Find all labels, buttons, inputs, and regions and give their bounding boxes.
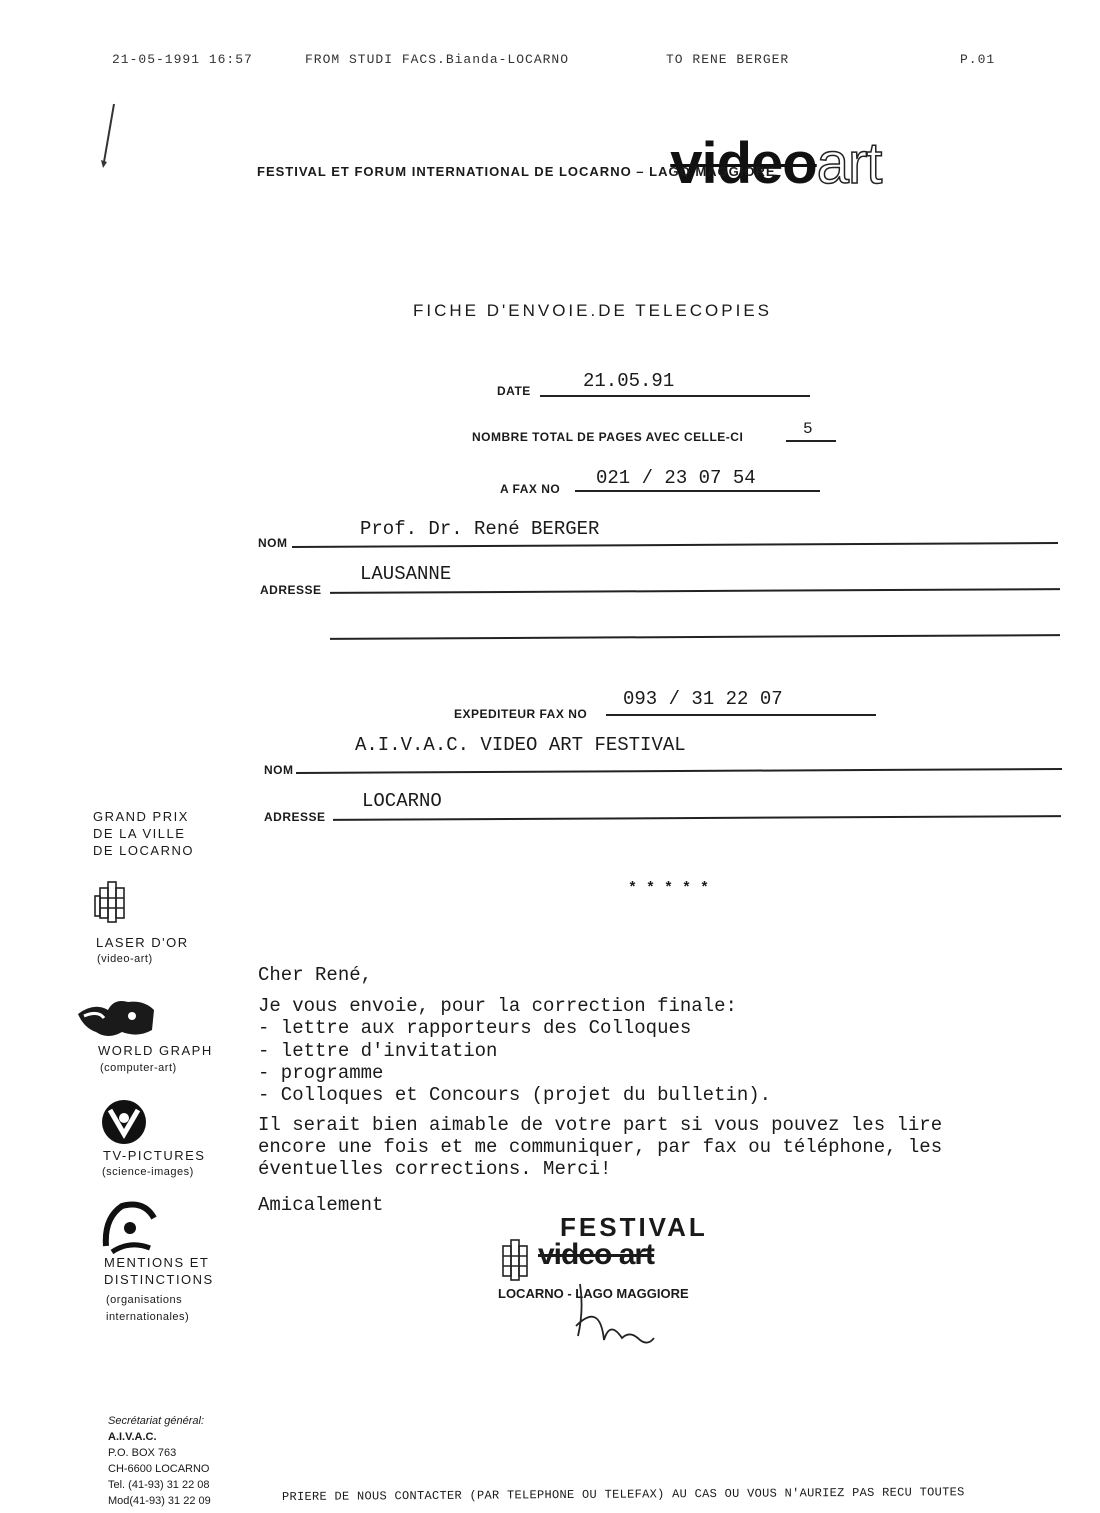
sender-address-value: LOCARNO bbox=[362, 790, 442, 812]
stamp-videoart: video art bbox=[538, 1238, 655, 1271]
pages-value: 5 bbox=[803, 420, 813, 438]
fax-label: A FAX NO bbox=[500, 482, 561, 496]
recipient-address-value: LAUSANNE bbox=[360, 563, 452, 585]
tv-pictures-sub: (science-images) bbox=[102, 1166, 194, 1178]
secretariat-block: Secrétariat général: A.I.V.A.C. P.O. BOX 763 CH-6600 LOCARNO Tel. (41-93) 31 22 08 Mod(41-93) 31 22 09 bbox=[108, 1415, 211, 1507]
stamp-trophy-icon bbox=[498, 1238, 532, 1284]
letter-item: - lettre d'invitation bbox=[258, 1040, 498, 1062]
fax-page: P.01 bbox=[960, 52, 996, 67]
mentions-block: MENTIONS ET DISTINCTIONS bbox=[104, 1255, 214, 1287]
letter-body-line: éventuelles corrections. Merci! bbox=[258, 1158, 612, 1180]
footer-note: PRIERE DE NOUS CONTACTER (PAR TELEPHONE OU TELEFAX) AU CAS OU VOUS N'AURIEZ PAS RECU TOUTES bbox=[281, 1485, 965, 1504]
world-graph-icon bbox=[74, 996, 160, 1042]
recipient-address-rule bbox=[330, 588, 1060, 594]
scuola-logo-icon bbox=[100, 1200, 160, 1256]
laser-trophy-icon bbox=[94, 880, 130, 926]
sender-fax-value: 093 / 31 22 07 bbox=[623, 688, 783, 710]
sender-name-value: A.I.V.A.C. VIDEO ART FESTIVAL bbox=[355, 734, 686, 756]
fax-from: FROM STUDI FACS.Bianda-LOCARNO bbox=[305, 52, 570, 67]
pages-label: NOMBRE TOTAL DE PAGES AVEC CELLE-CI bbox=[472, 430, 744, 444]
sender-address-rule bbox=[333, 815, 1061, 821]
sender-fax-label: EXPEDITEUR FAX NO bbox=[454, 707, 588, 721]
tv-pictures-label: TV-PICTURES bbox=[103, 1148, 206, 1163]
recipient-address-rule-2 bbox=[330, 634, 1060, 640]
fax-to: TO RENE BERGER bbox=[666, 52, 790, 67]
laser-sub: (video-art) bbox=[97, 953, 153, 965]
date-rule bbox=[540, 395, 810, 397]
letter-closing: Amicalement bbox=[258, 1194, 384, 1216]
letter-body-line: Il serait bien aimable de votre part si vous pouvez les lire bbox=[258, 1114, 943, 1136]
grand-prix-block: GRAND PRIX DE LA VILLE DE LOCARNO bbox=[93, 809, 194, 858]
letter-body-line: encore une fois et me communiquer, par fax ou téléphone, les bbox=[258, 1136, 943, 1158]
tv-pictures-icon bbox=[98, 1098, 150, 1146]
world-graph-sub: (computer-art) bbox=[100, 1062, 177, 1074]
letter-item: - programme bbox=[258, 1062, 384, 1084]
signature bbox=[570, 1280, 660, 1360]
sender-name-label: NOM bbox=[264, 763, 294, 777]
form-title: FICHE D'ENVOIE.DE TELECOPIES bbox=[413, 301, 772, 320]
fax-rule bbox=[575, 490, 820, 492]
recipient-name-value: Prof. Dr. René BERGER bbox=[360, 518, 600, 540]
recipient-address-label: ADRESSE bbox=[260, 583, 322, 597]
laser-label: LASER D'OR bbox=[96, 935, 189, 950]
recipient-name-rule bbox=[292, 542, 1058, 548]
fax-value: 021 / 23 07 54 bbox=[596, 467, 756, 489]
date-label: DATE bbox=[497, 384, 531, 398]
pages-rule bbox=[786, 440, 836, 442]
sender-fax-rule bbox=[606, 714, 876, 716]
letter-salutation: Cher René, bbox=[258, 964, 373, 986]
world-graph-label: WORLD GRAPH bbox=[98, 1043, 213, 1058]
separator-stars: * * * * * bbox=[628, 880, 710, 897]
letter-intro: Je vous envoie, pour la correction finale: bbox=[258, 995, 737, 1017]
stamp-location: LOCARNO - LAGO MAGGIORE bbox=[498, 1286, 689, 1301]
festival-title: FESTIVAL ET FORUM INTERNATIONAL DE LOCARNO – LAGO MAGGIORE bbox=[257, 164, 776, 179]
date-value: 21.05.91 bbox=[583, 370, 675, 392]
letter-item: - lettre aux rapporteurs des Colloques bbox=[258, 1017, 692, 1039]
mentions-sub: (organisations internationales) bbox=[106, 1294, 190, 1323]
sender-name-rule bbox=[296, 768, 1062, 774]
fax-datetime: 21-05-1991 16:57 bbox=[112, 52, 253, 67]
letter-item: - Colloques et Concours (projet du bulletin). bbox=[258, 1084, 772, 1106]
stamp-festival: FESTIVAL bbox=[560, 1212, 708, 1242]
pen-mark-icon bbox=[98, 100, 118, 170]
sender-address-label: ADRESSE bbox=[264, 810, 326, 824]
videoart-logo: videoart bbox=[670, 131, 882, 196]
recipient-name-label: NOM bbox=[258, 536, 288, 550]
